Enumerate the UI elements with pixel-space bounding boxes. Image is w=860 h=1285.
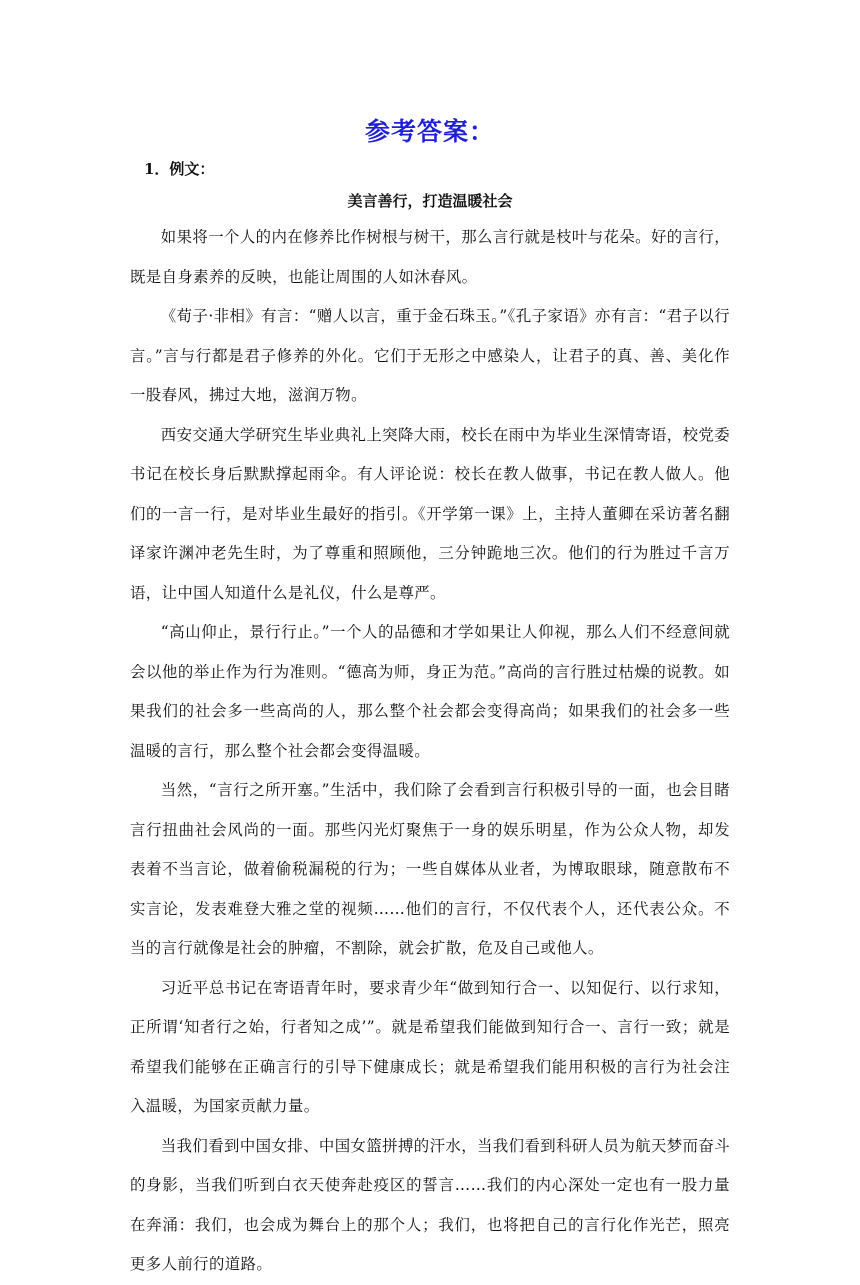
essay-body — [130, 218, 730, 1285]
paragraph: 《荀子·非相》有言：“赠人以言，重于金石珠玉。”《孔子家语》亦有言：“君子以行言。”言与行都是君子修养的外化。它们于无形之中感染人，让君子的真、善、美化作一股春风，拂过大地，滋润万物。 — [130, 307, 730, 404]
item-number: 1．例文： — [144, 160, 215, 178]
essay-title: 美言善行，打造温暖社会 — [347, 192, 513, 210]
paragraph: 如果将一个人的内在修养比作树根与树干，那么言行就是枝叶与花朵。好的言行，既是自身素养的反映，也能让周围的人如沐春风。 — [130, 228, 730, 286]
paragraph: “高山仰止，景行行止。”一个人的品德和才学如果让人仰视，那么人们不经意间就会以他的举止作为行为准则。“德高为师，身正为范。”高尚的言行胜过枯燥的说教。如果我们的社会多一些高尚的人，那么整个社会都会变得高尚；如果我们的社会多一些温暖的言行，那么整个社会都会变得温暖。 — [130, 623, 730, 760]
paragraph: 习近平总书记在寄语青年时，要求青少年“做到知行合一、以知促行、以行求知，正所谓‘知者行之始，行者知之成’”。就是希望我们能做到知行合一、言行一致；就是希望我们能够在正确言行的引导下健康成长；就是希望我们能用积极的言行为社会注入温暖，为国家贡献力量。 — [130, 978, 730, 1115]
paragraph: 西安交通大学研究生毕业典礼上突降大雨，校长在雨中为毕业生深情寄语，校党委书记在校长身后默默撑起雨伞。有人评论说：校长在教人做事，书记在教人做人。他们的一言一行，是对毕业生最好的指引。《开学第一课》上，主持人董卿在采访著名翻译家许渊冲老先生时，为了尊重和照顾他，三分钟跪地三次。他们的行为胜过千言万语，让中国人知道什么是礼仪，什么是尊严。 — [130, 425, 730, 602]
paragraph: 当然，“言行之所开塞。”生活中，我们除了会看到言行积极引导的一面，也会目睹言行扭曲社会风尚的一面。那些闪光灯聚焦于一身的娱乐明星，作为公众人物，却发表着不当言论，做着偷税漏税的行为；一些自媒体从业者，为博取眼球，随意散布不实言论，发表难登大雅之堂的视频……他们的言行，不仅代表个人，还代表公众。不当的言行就像是社会的肿瘤，不割除，就会扩散，危及自己或他人。 — [130, 781, 730, 957]
paragraph: 当我们看到中国女排、中国女篮拼搏的汗水，当我们看到科研人员为航天梦而奋斗的身影，当我们听到白衣天使奔赴疫区的誓言……我们的内心深处一定也有一股力量在奔涌：我们，也会成为舞台上的那个人；我们，也将把自己的言行化作光芒，照亮更多人前行的道路。 — [130, 1136, 730, 1273]
page-title: 参考答案： — [364, 117, 495, 146]
